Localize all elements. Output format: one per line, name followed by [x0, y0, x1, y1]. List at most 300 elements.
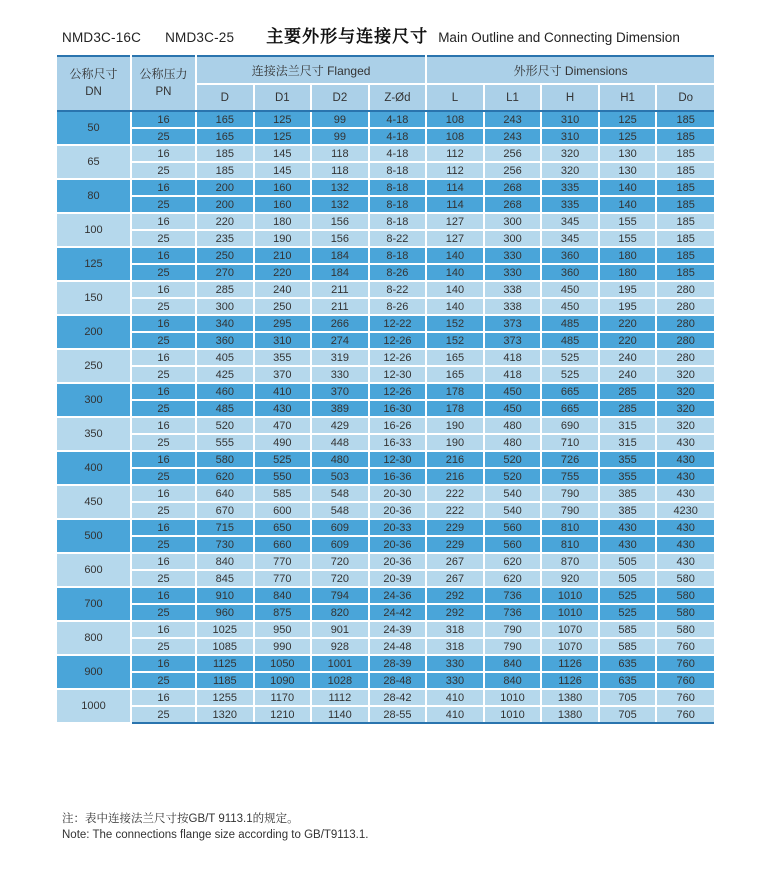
- value-cell: 210: [254, 247, 312, 264]
- dn-cell: 50: [57, 111, 131, 145]
- value-cell: 125: [254, 128, 312, 145]
- value-cell: 485: [541, 315, 599, 332]
- value-cell: 190: [426, 434, 484, 451]
- note-en: Note: The connections flange size according to GB/T9113.1.: [62, 828, 369, 841]
- pn-cell: 16: [131, 587, 196, 604]
- value-cell: 1126: [541, 655, 599, 672]
- pn-cell: 25: [131, 468, 196, 485]
- value-cell: 310: [541, 128, 599, 145]
- value-cell: 635: [599, 672, 657, 689]
- table-row: [57, 179, 714, 196]
- value-cell: 920: [541, 570, 599, 587]
- value-cell: 1010: [484, 689, 542, 706]
- value-cell: 585: [599, 638, 657, 655]
- value-cell: 184: [311, 247, 369, 264]
- value-cell: 600: [254, 502, 312, 519]
- value-cell: 280: [656, 349, 714, 366]
- value-cell: 132: [311, 196, 369, 213]
- pn-cell: 25: [131, 536, 196, 553]
- value-cell: 1112: [311, 689, 369, 706]
- value-cell: 790: [541, 502, 599, 519]
- value-cell: 165: [196, 128, 254, 145]
- value-cell: 114: [426, 196, 484, 213]
- pn-cell: 16: [131, 281, 196, 298]
- value-cell: 319: [311, 349, 369, 366]
- value-cell: 270: [196, 264, 254, 281]
- value-cell: 1050: [254, 655, 312, 672]
- value-cell: 28-55: [369, 706, 427, 723]
- value-cell: 229: [426, 519, 484, 536]
- value-cell: 1025: [196, 621, 254, 638]
- value-cell: 125: [599, 111, 657, 128]
- value-cell: 370: [311, 383, 369, 400]
- value-cell: 195: [599, 281, 657, 298]
- value-cell: 140: [426, 247, 484, 264]
- value-cell: 145: [254, 162, 312, 179]
- value-cell: 256: [484, 145, 542, 162]
- value-cell: 760: [656, 689, 714, 706]
- header-dn: [57, 56, 131, 111]
- value-cell: 525: [254, 451, 312, 468]
- value-cell: 1028: [311, 672, 369, 689]
- value-cell: 901: [311, 621, 369, 638]
- value-cell: 20-33: [369, 519, 427, 536]
- value-cell: 794: [311, 587, 369, 604]
- value-cell: 355: [599, 468, 657, 485]
- value-cell: 550: [254, 468, 312, 485]
- value-cell: 540: [484, 485, 542, 502]
- value-cell: 12-22: [369, 315, 427, 332]
- dn-cell: 350: [57, 417, 131, 451]
- value-cell: 1085: [196, 638, 254, 655]
- value-cell: 385: [599, 502, 657, 519]
- note-cn: 注：表中连接法兰尺寸按GB/T 9113.1的规定。: [62, 813, 299, 825]
- value-cell: 470: [254, 417, 312, 434]
- pn-cell: 25: [131, 502, 196, 519]
- table-row: [57, 128, 714, 145]
- value-cell: 505: [599, 570, 657, 587]
- value-cell: 280: [656, 281, 714, 298]
- table-row: [57, 332, 714, 349]
- value-cell: 810: [541, 519, 599, 536]
- value-cell: 355: [599, 451, 657, 468]
- value-cell: 950: [254, 621, 312, 638]
- value-cell: 12-30: [369, 366, 427, 383]
- column-header-l: L: [426, 84, 484, 111]
- value-cell: 200: [196, 179, 254, 196]
- value-cell: 220: [196, 213, 254, 230]
- pn-cell: 25: [131, 570, 196, 587]
- value-cell: 520: [484, 451, 542, 468]
- value-cell: 418: [484, 366, 542, 383]
- value-cell: 184: [311, 264, 369, 281]
- value-cell: 790: [541, 485, 599, 502]
- value-cell: 216: [426, 468, 484, 485]
- value-cell: 190: [254, 230, 312, 247]
- value-cell: 266: [311, 315, 369, 332]
- pn-cell: 16: [131, 621, 196, 638]
- value-cell: 16-33: [369, 434, 427, 451]
- value-cell: 820: [311, 604, 369, 621]
- value-cell: 292: [426, 604, 484, 621]
- pn-cell: 16: [131, 553, 196, 570]
- value-cell: 448: [311, 434, 369, 451]
- table-row: [57, 604, 714, 621]
- value-cell: 12-26: [369, 349, 427, 366]
- value-cell: 430: [656, 468, 714, 485]
- value-cell: 373: [484, 315, 542, 332]
- pn-cell: 16: [131, 519, 196, 536]
- value-cell: 250: [254, 298, 312, 315]
- value-cell: 335: [541, 196, 599, 213]
- value-cell: 1125: [196, 655, 254, 672]
- value-cell: 16-30: [369, 400, 427, 417]
- value-cell: 118: [311, 145, 369, 162]
- page-title: [62, 22, 680, 47]
- value-cell: 310: [541, 111, 599, 128]
- value-cell: 220: [599, 315, 657, 332]
- value-cell: 430: [656, 536, 714, 553]
- dn-cell: 100: [57, 213, 131, 247]
- table-row: [57, 196, 714, 213]
- value-cell: 185: [656, 213, 714, 230]
- dn-cell: 65: [57, 145, 131, 179]
- value-cell: 760: [656, 655, 714, 672]
- header-pn: [131, 56, 196, 111]
- value-cell: 840: [484, 672, 542, 689]
- value-cell: 1320: [196, 706, 254, 723]
- pn-cell: 16: [131, 349, 196, 366]
- value-cell: 152: [426, 332, 484, 349]
- value-cell: 430: [656, 451, 714, 468]
- value-cell: 235: [196, 230, 254, 247]
- value-cell: 345: [541, 230, 599, 247]
- value-cell: 960: [196, 604, 254, 621]
- value-cell: 665: [541, 383, 599, 400]
- value-cell: 99: [311, 111, 369, 128]
- table-row: [57, 468, 714, 485]
- value-cell: 240: [599, 366, 657, 383]
- value-cell: 315: [599, 417, 657, 434]
- value-cell: 185: [656, 179, 714, 196]
- value-cell: 928: [311, 638, 369, 655]
- value-cell: 125: [599, 128, 657, 145]
- dn-cell: 1000: [57, 689, 131, 723]
- value-cell: 127: [426, 213, 484, 230]
- value-cell: 4230: [656, 502, 714, 519]
- pn-cell: 25: [131, 264, 196, 281]
- value-cell: 730: [196, 536, 254, 553]
- pn-cell: 16: [131, 213, 196, 230]
- value-cell: 185: [656, 128, 714, 145]
- value-cell: 430: [599, 536, 657, 553]
- value-cell: 24-42: [369, 604, 427, 621]
- value-cell: 8-18: [369, 196, 427, 213]
- value-cell: 165: [426, 366, 484, 383]
- pn-cell: 25: [131, 366, 196, 383]
- value-cell: 320: [656, 366, 714, 383]
- value-cell: 770: [254, 553, 312, 570]
- value-cell: 320: [656, 417, 714, 434]
- value-cell: 429: [311, 417, 369, 434]
- value-cell: 108: [426, 128, 484, 145]
- table-row: [57, 281, 714, 298]
- table-row: [57, 298, 714, 315]
- value-cell: 4-18: [369, 111, 427, 128]
- value-cell: 8-18: [369, 162, 427, 179]
- value-cell: 389: [311, 400, 369, 417]
- value-cell: 710: [541, 434, 599, 451]
- value-cell: 8-18: [369, 179, 427, 196]
- value-cell: 418: [484, 349, 542, 366]
- value-cell: 485: [196, 400, 254, 417]
- value-cell: 160: [254, 179, 312, 196]
- value-cell: 585: [254, 485, 312, 502]
- spec-table: [57, 55, 714, 724]
- pn-cell: 25: [131, 332, 196, 349]
- value-cell: 620: [484, 570, 542, 587]
- value-cell: 140: [599, 179, 657, 196]
- value-cell: 609: [311, 519, 369, 536]
- value-cell: 268: [484, 196, 542, 213]
- value-cell: 330: [484, 247, 542, 264]
- value-cell: 108: [426, 111, 484, 128]
- value-cell: 790: [484, 621, 542, 638]
- value-cell: 185: [196, 162, 254, 179]
- value-cell: 178: [426, 400, 484, 417]
- table-row: [57, 366, 714, 383]
- header-dimensions-group: 外形尺寸 Dimensions: [426, 56, 714, 84]
- value-cell: 338: [484, 281, 542, 298]
- column-header-h1: H1: [599, 84, 657, 111]
- value-cell: 640: [196, 485, 254, 502]
- value-cell: 274: [311, 332, 369, 349]
- value-cell: 480: [311, 451, 369, 468]
- pn-cell: 16: [131, 315, 196, 332]
- table-header: [57, 56, 714, 111]
- value-cell: 20-36: [369, 536, 427, 553]
- value-cell: 870: [541, 553, 599, 570]
- value-cell: 990: [254, 638, 312, 655]
- value-cell: 620: [196, 468, 254, 485]
- table-row: [57, 434, 714, 451]
- table-row: [57, 400, 714, 417]
- pn-cell: 25: [131, 230, 196, 247]
- value-cell: 720: [311, 553, 369, 570]
- value-cell: 1255: [196, 689, 254, 706]
- title-english: Main Outline and Connecting Dimension: [438, 30, 680, 45]
- value-cell: 240: [254, 281, 312, 298]
- value-cell: 222: [426, 485, 484, 502]
- value-cell: 425: [196, 366, 254, 383]
- value-cell: 250: [196, 247, 254, 264]
- value-cell: 222: [426, 502, 484, 519]
- value-cell: 190: [426, 417, 484, 434]
- table-row: [57, 111, 714, 128]
- pn-cell: 25: [131, 434, 196, 451]
- value-cell: 28-42: [369, 689, 427, 706]
- value-cell: 285: [599, 400, 657, 417]
- pn-cell: 16: [131, 655, 196, 672]
- value-cell: 112: [426, 145, 484, 162]
- value-cell: 1090: [254, 672, 312, 689]
- pn-cell: 16: [131, 145, 196, 162]
- value-cell: 430: [656, 485, 714, 502]
- value-cell: 300: [196, 298, 254, 315]
- value-cell: 8-18: [369, 247, 427, 264]
- value-cell: 840: [254, 587, 312, 604]
- value-cell: 609: [311, 536, 369, 553]
- dn-cell: 900: [57, 655, 131, 689]
- value-cell: 1210: [254, 706, 312, 723]
- value-cell: 200: [196, 196, 254, 213]
- table-row: [57, 485, 714, 502]
- value-cell: 330: [311, 366, 369, 383]
- value-cell: 112: [426, 162, 484, 179]
- value-cell: 360: [196, 332, 254, 349]
- value-cell: 540: [484, 502, 542, 519]
- value-cell: 670: [196, 502, 254, 519]
- value-cell: 340: [196, 315, 254, 332]
- value-cell: 280: [656, 298, 714, 315]
- dn-cell: 400: [57, 451, 131, 485]
- column-header-h: H: [541, 84, 599, 111]
- value-cell: 1185: [196, 672, 254, 689]
- value-cell: 1070: [541, 638, 599, 655]
- table-row: [57, 587, 714, 604]
- value-cell: 875: [254, 604, 312, 621]
- value-cell: 330: [426, 655, 484, 672]
- value-cell: 370: [254, 366, 312, 383]
- dn-cell: 200: [57, 315, 131, 349]
- value-cell: 185: [656, 111, 714, 128]
- value-cell: 320: [541, 162, 599, 179]
- value-cell: 580: [196, 451, 254, 468]
- pn-cell: 16: [131, 451, 196, 468]
- value-cell: 185: [656, 145, 714, 162]
- value-cell: 318: [426, 638, 484, 655]
- value-cell: 410: [426, 706, 484, 723]
- value-cell: 320: [656, 383, 714, 400]
- table-row: [57, 502, 714, 519]
- dn-cell: 800: [57, 621, 131, 655]
- pn-cell: 25: [131, 128, 196, 145]
- value-cell: 320: [541, 145, 599, 162]
- table-row: [57, 689, 714, 706]
- value-cell: 12-26: [369, 332, 427, 349]
- value-cell: 20-30: [369, 485, 427, 502]
- value-cell: 140: [426, 298, 484, 315]
- value-cell: 525: [599, 587, 657, 604]
- value-cell: 295: [254, 315, 312, 332]
- value-cell: 1170: [254, 689, 312, 706]
- value-cell: 118: [311, 162, 369, 179]
- column-header-d1: D1: [254, 84, 312, 111]
- value-cell: 178: [426, 383, 484, 400]
- header-dn-sub: DN: [85, 86, 102, 99]
- value-cell: 180: [254, 213, 312, 230]
- value-cell: 24-39: [369, 621, 427, 638]
- value-cell: 335: [541, 179, 599, 196]
- pn-cell: 25: [131, 196, 196, 213]
- value-cell: 240: [599, 349, 657, 366]
- value-cell: 480: [484, 434, 542, 451]
- pn-cell: 16: [131, 417, 196, 434]
- value-cell: 12-30: [369, 451, 427, 468]
- value-cell: 155: [599, 213, 657, 230]
- value-cell: 480: [484, 417, 542, 434]
- value-cell: 736: [484, 604, 542, 621]
- model-number-2: NMD3C-25: [165, 30, 235, 45]
- pn-cell: 25: [131, 672, 196, 689]
- value-cell: 300: [484, 213, 542, 230]
- pn-cell: 16: [131, 111, 196, 128]
- value-cell: 28-48: [369, 672, 427, 689]
- value-cell: 760: [656, 638, 714, 655]
- value-cell: 840: [484, 655, 542, 672]
- value-cell: 320: [656, 400, 714, 417]
- model-number-1: NMD3C-16C: [62, 30, 142, 45]
- value-cell: 360: [541, 264, 599, 281]
- pn-cell: 25: [131, 162, 196, 179]
- value-cell: 330: [426, 672, 484, 689]
- value-cell: 8-26: [369, 264, 427, 281]
- value-cell: 185: [656, 264, 714, 281]
- table-row: [57, 672, 714, 689]
- value-cell: 243: [484, 128, 542, 145]
- value-cell: 267: [426, 553, 484, 570]
- pn-cell: 16: [131, 247, 196, 264]
- value-cell: 503: [311, 468, 369, 485]
- value-cell: 1380: [541, 689, 599, 706]
- value-cell: 140: [426, 264, 484, 281]
- value-cell: 1070: [541, 621, 599, 638]
- pn-cell: 16: [131, 689, 196, 706]
- value-cell: 560: [484, 536, 542, 553]
- value-cell: 580: [656, 621, 714, 638]
- table-row: [57, 519, 714, 536]
- value-cell: 430: [656, 519, 714, 536]
- column-header-zod: Z-Ød: [369, 84, 427, 111]
- value-cell: 12-26: [369, 383, 427, 400]
- pn-cell: 16: [131, 179, 196, 196]
- value-cell: 705: [599, 689, 657, 706]
- value-cell: 525: [599, 604, 657, 621]
- dn-cell: 500: [57, 519, 131, 553]
- value-cell: 315: [599, 434, 657, 451]
- value-cell: 256: [484, 162, 542, 179]
- table-row: [57, 706, 714, 723]
- value-cell: 690: [541, 417, 599, 434]
- dn-cell: 700: [57, 587, 131, 621]
- value-cell: 430: [656, 553, 714, 570]
- value-cell: 140: [426, 281, 484, 298]
- value-cell: 132: [311, 179, 369, 196]
- value-cell: 130: [599, 145, 657, 162]
- value-cell: 450: [484, 383, 542, 400]
- value-cell: 450: [484, 400, 542, 417]
- value-cell: 125: [254, 111, 312, 128]
- value-cell: 160: [254, 196, 312, 213]
- column-header-d2: D2: [311, 84, 369, 111]
- column-header-l1: L1: [484, 84, 542, 111]
- value-cell: 243: [484, 111, 542, 128]
- value-cell: 1010: [541, 587, 599, 604]
- value-cell: 152: [426, 315, 484, 332]
- value-cell: 155: [599, 230, 657, 247]
- table-row: [57, 162, 714, 179]
- value-cell: 99: [311, 128, 369, 145]
